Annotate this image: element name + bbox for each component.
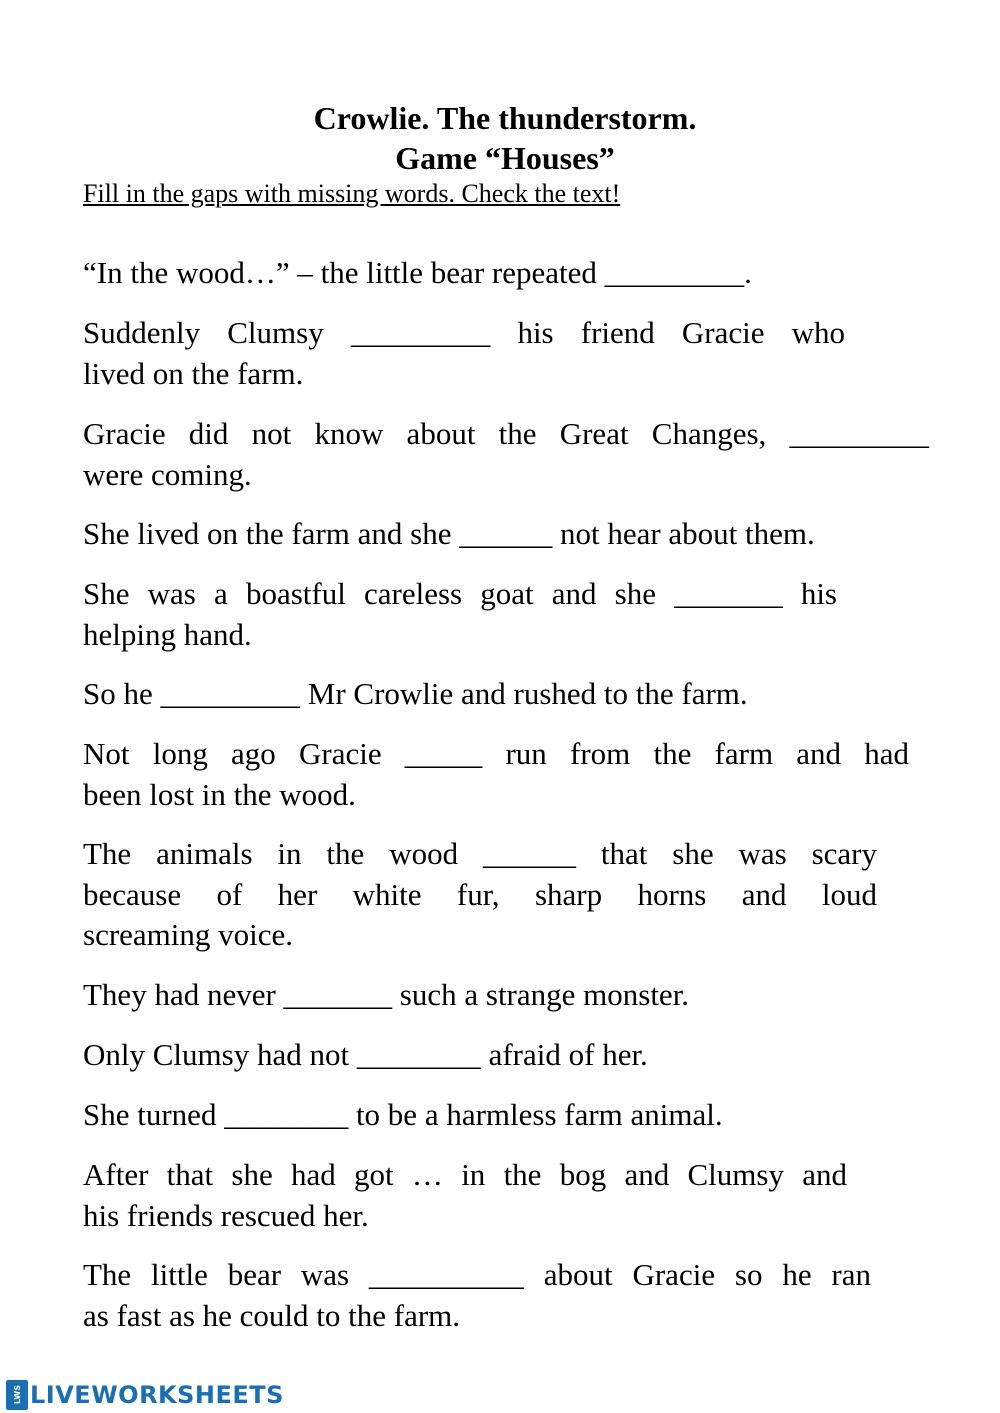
sentence-line: were coming.: [83, 456, 252, 492]
sentence-5: [83, 574, 837, 655]
worksheet-header: [0, 98, 1000, 178]
page-title: Crowlie. The thunderstorm.: [313, 100, 697, 136]
sentence-line: Suddenly Clumsy _________ his friend Gracie who: [83, 315, 845, 350]
sentence-line: as fast as he could to the farm.: [83, 1297, 461, 1333]
sentence-11: [83, 1095, 843, 1136]
logo-badge-text: LWS: [12, 1385, 22, 1405]
sentence-line: She lived on the farm and she ______ not hear about them.: [83, 516, 815, 551]
sentence-line: been lost in the wood.: [83, 776, 356, 812]
sentence-3: [83, 414, 929, 495]
sentence-line: So he _________ Mr Crowlie and rushed to the farm.: [83, 676, 748, 711]
logo-badge-icon: [6, 1380, 28, 1410]
sentence-8: [83, 834, 877, 956]
sentence-line: “In the wood…” – the little bear repeated _________.: [83, 255, 752, 290]
sentence-4: [83, 514, 923, 555]
sentence-7: [83, 734, 909, 815]
sentence-line: Not long ago Gracie _____ run from the farm and had: [83, 736, 909, 771]
sentence-line: lived on the farm.: [83, 355, 304, 391]
sentence-1: [83, 253, 843, 294]
sentence-line: Gracie did not know about the Great Changes, _________: [83, 416, 929, 451]
sentence-6: [83, 674, 843, 715]
sentence-line: They had never _______ such a strange monster.: [83, 977, 690, 1012]
sentence-line: his friends rescued her.: [83, 1197, 369, 1233]
sentence-line: She was a boastful careless goat and she _______ his: [83, 576, 837, 611]
liveworksheets-logo: [6, 1378, 284, 1412]
sentence-10: [83, 1035, 843, 1076]
sentence-13: [83, 1255, 871, 1336]
instruction-text: Fill in the gaps with missing words. Check the text!: [83, 179, 621, 208]
sentence-9: [83, 975, 843, 1016]
sentence-line: because of her white fur, sharp horns and loud: [83, 876, 877, 912]
sentence-line: screaming voice.: [83, 917, 294, 952]
sentence-line: After that she had got … in the bog and Clumsy and: [83, 1157, 847, 1192]
sentence-line: She turned ________ to be a harmless farm animal.: [83, 1097, 723, 1132]
sentence-12: [83, 1155, 847, 1236]
sentence-line: Only Clumsy had not ________ afraid of her.: [83, 1037, 648, 1072]
sentence-line: The animals in the wood ______ that she was scary: [83, 836, 877, 871]
page-subtitle: Game “Houses”: [395, 140, 615, 176]
logo-text: LIVEWORKSHEETS: [30, 1381, 284, 1409]
sentence-2: [83, 313, 845, 394]
sentence-line: The little bear was __________ about Gracie so he ran: [83, 1257, 871, 1292]
sentence-line: helping hand.: [83, 616, 252, 652]
